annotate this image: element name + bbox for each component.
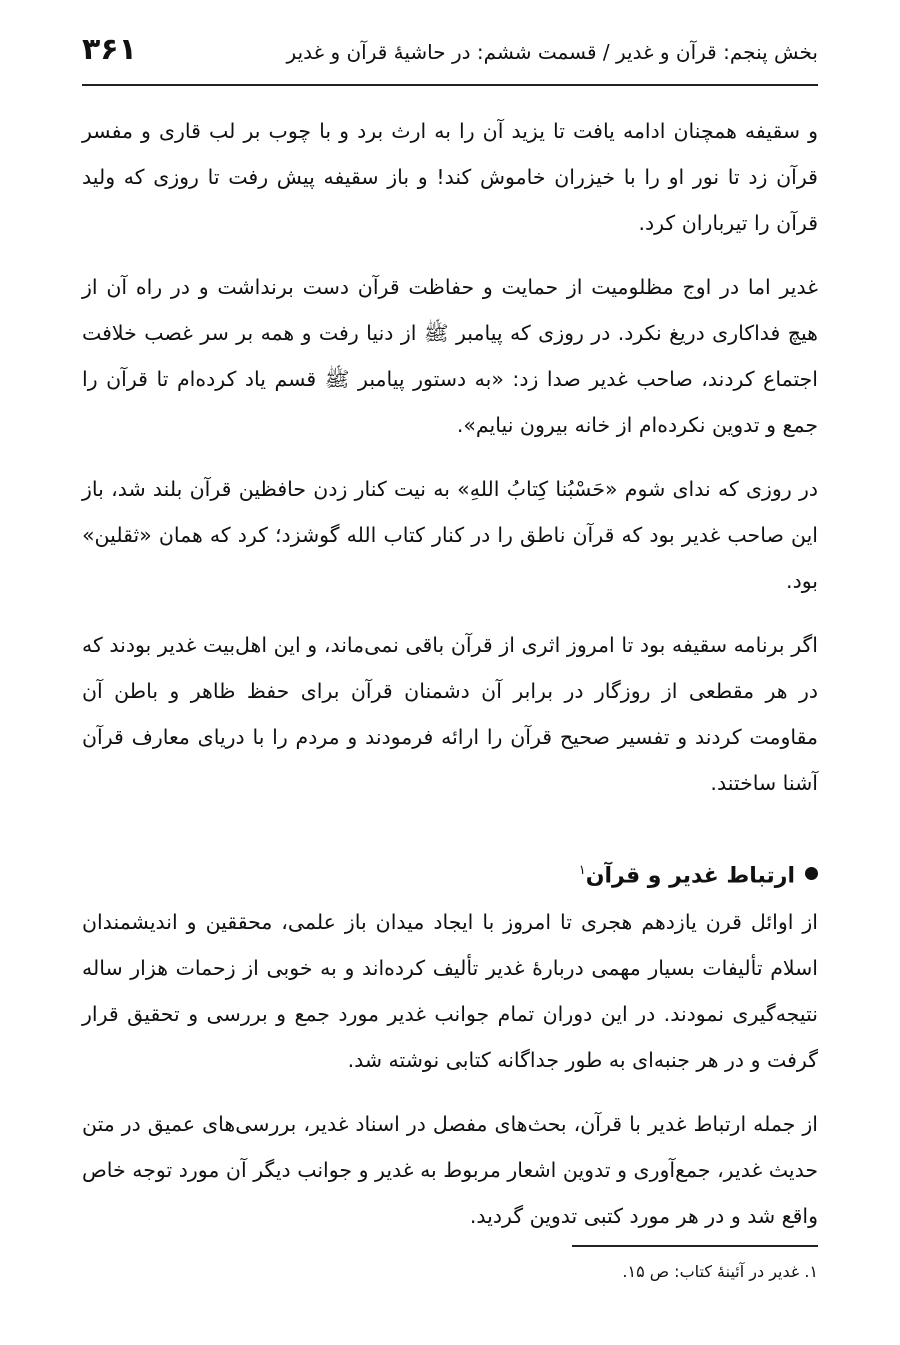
footnote-marker[interactable]: ۱ xyxy=(578,863,586,878)
paragraph-2: غدیر اما در اوج مظلومیت از حمایت و حفاظت قرآن دست برنداشت و در راه آن از هیچ فداکاری دریغ نکرد. در روزی که پیامبر ﷺ از دنیا رفت و همه بر سر غصب خلافت اجتماع کردند، صاحب غدیر صدا زد: «به دستور پیامبر ﷺ قسم یاد کرده‌ام تا قرآن را جمع و تدوین نکرده‌ام از خانه بیرون نیایم». xyxy=(82,275,818,437)
body-text xyxy=(82,108,818,1257)
paragraph-4: اگر برنامه سقیفه بود تا امروز اثری از قرآن باقی نمی‌ماند، و این اهل‌بیت غدیر بودند که در هر مقطعی از روزگار در برابر آن دشمنان قرآن برای حفظ ظاهر و باطن آن مقاومت کردند و تفسیر صحیح قرآن را ارائه فرمودند و مردم را با دریای معارف قرآن آشنا ساختند. xyxy=(82,633,818,795)
running-header xyxy=(82,30,818,74)
page-number: ۳۶۱ xyxy=(82,32,137,67)
paragraph-3: در روزی که ندای شوم «حَسْبُنا کِتابُ اللهِ» به نیت کنار زدن حافظین قرآن بلند شد، باز این صاحب غدیر بود که قرآن ناطق را در کنار کتاب الله گوشزد؛ کرد که همان «ثقلین» بود. xyxy=(82,477,818,593)
running-title: بخش پنجم: قرآن و غدیر / قسمت ششم: در حاشیهٔ قرآن و غدیر xyxy=(286,40,818,64)
footnote-rule xyxy=(572,1245,818,1247)
header-rule xyxy=(82,84,818,86)
footnote: ۱. غدیر در آئینهٔ کتاب: ص ۱۵. xyxy=(622,1262,818,1281)
paragraph-1: و سقیفه همچنان ادامه یافت تا یزید آن را به ارث برد و با چوب بر لب قاری و مفسر قرآن زد تا نور او را با خیزران خاموش کند! و باز سقیفه پیش رفت تا روزی که ولید قرآن را تیرباران کرد. xyxy=(82,119,818,235)
section-heading-label: ارتباط غدیر و قرآن xyxy=(585,863,795,889)
section-paragraph-2: از جمله ارتباط غدیر با قرآن، بحث‌های مفصل در اسناد غدیر، بررسی‌های عمیق در متن حدیث غدیر، جمع‌آوری و تدوین اشعار مربوط به غدیر و جوانب دیگر آن مورد توجه خاص واقع شد و در هر مورد کتبی تدوین گردید. xyxy=(82,1112,818,1229)
section-paragraph-1: از اوائل قرن یازدهم هجری تا امروز با ایجاد میدان باز علمی، محققین و اندیشمندان اسلام تألیفات بسیار مهمی دربارهٔ غدیر تألیف کرده‌اند و به خوبی از زحمات هزار ساله نتیجه‌گیری نمودند. در این دوران تمام جوانب غدیر مورد جمع و بررسی و تحقیق قرار گرفت و در هر جنبه‌ای به طور جداگانه کتابی نوشته شد. xyxy=(82,910,818,1073)
bullet-icon xyxy=(805,867,818,880)
section-heading xyxy=(82,848,818,899)
section-heading-text xyxy=(579,848,795,899)
